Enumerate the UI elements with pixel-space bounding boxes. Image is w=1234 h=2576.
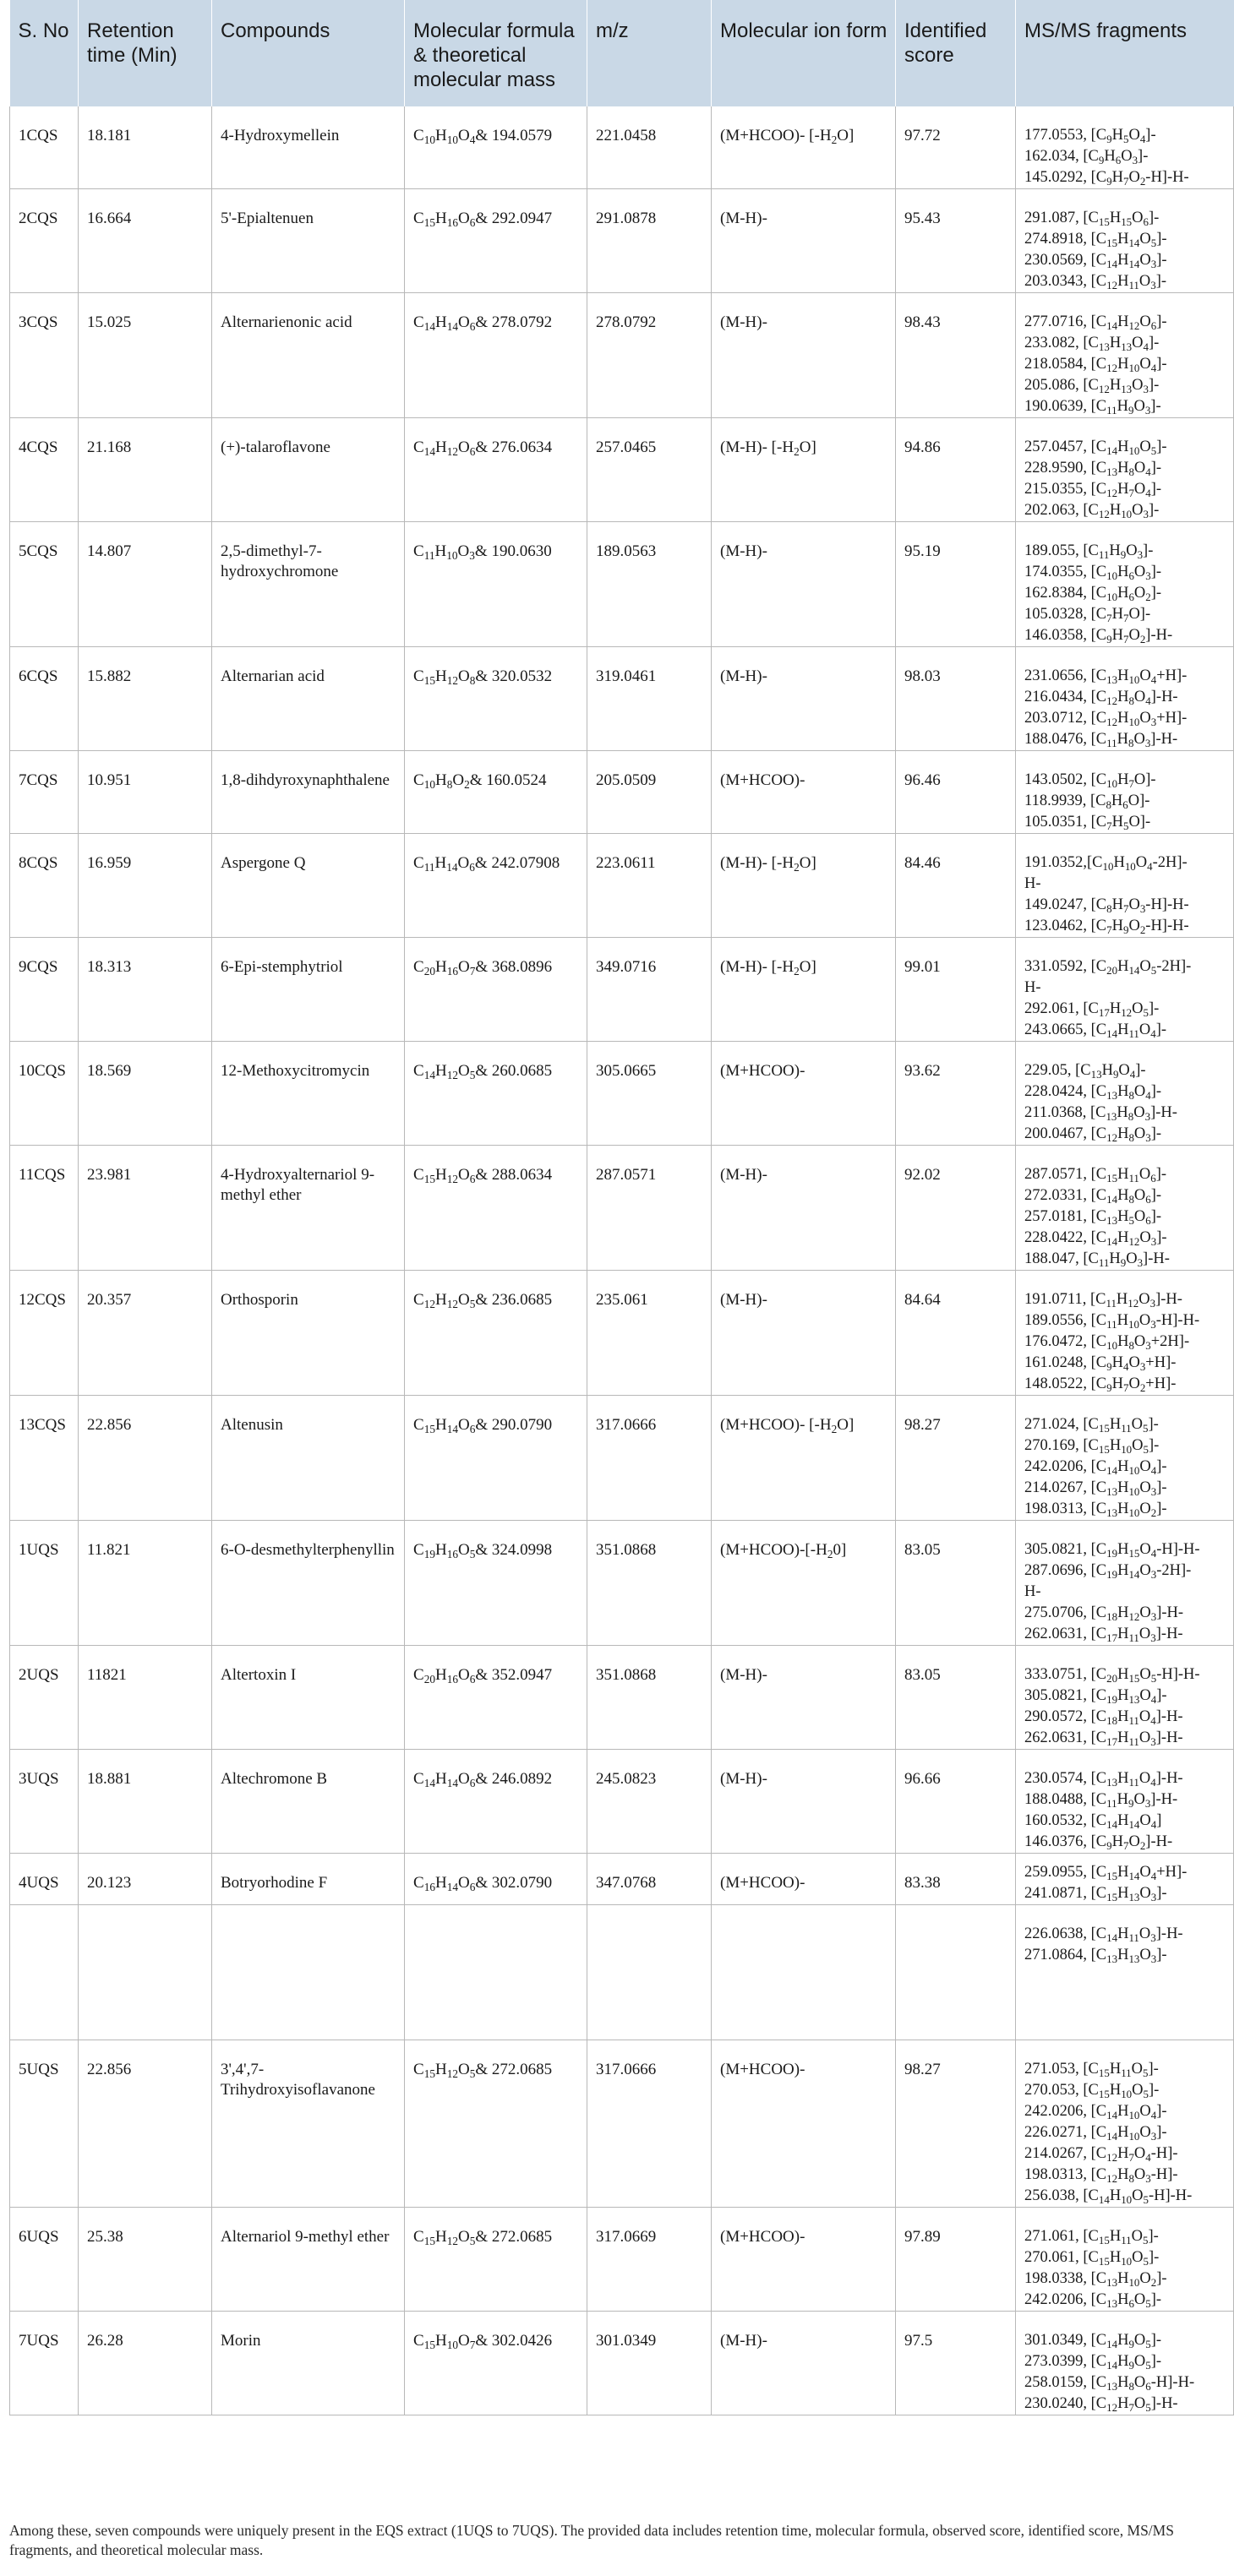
fragment-line: 203.0343, $[C_{12}H_{11}O_3]-$	[1024, 273, 1167, 291]
cell-mz: 317.0666	[587, 2040, 712, 2208]
cell-formula: $C_{14}H_{12}O_6\&$ 276.0634	[405, 418, 587, 522]
fragment-line: 216.0434, $[C_{12}H_8O_4]-H-$	[1024, 689, 1178, 707]
cell-sno: 6CQS	[10, 647, 79, 751]
cell-retention-time: 18.181	[79, 106, 212, 189]
fragment-line: 290.0572, $[C_{18}H_{11}O_4]-H-$	[1024, 1708, 1183, 1727]
cell-formula: $C_{15}H_{16}O_6\&$ 292.0947	[405, 189, 587, 293]
table-row	[10, 2040, 1234, 2208]
fragment-line: 215.0355, $[C_{12}H_7O_4]-$	[1024, 481, 1162, 499]
cell-sno: 3UQS	[10, 1750, 79, 1854]
fragment-line: 148.0522, $[C_9H_7O_2+H]-$	[1024, 1375, 1177, 1394]
cell-sno: 4UQS	[10, 1854, 79, 1905]
cell-ion-form: (M-H)-	[712, 2312, 896, 2415]
fragment-line: 273.0399, $[C_{14}H_9O_5]-$	[1024, 2353, 1162, 2372]
fragment-line: 230.0240, $[C_{12}H_7O_5]-H-$	[1024, 2395, 1178, 2414]
fragment-line: 228.0424, $[C_{13}H_8O_4]-$	[1024, 1083, 1162, 1102]
cell-mz	[587, 1905, 712, 2040]
cell-compound: 6-O-desmethylterphenyllin	[212, 1521, 405, 1646]
cell-ion-form: (M-H)- $[-H_2O]$	[712, 938, 896, 1042]
cell-retention-time: 26.28	[79, 2312, 212, 2415]
cell-formula: $C_{15}H_{12}O_5\&$ 272.0685	[405, 2040, 587, 2208]
table-row	[10, 1854, 1234, 1905]
fragment-line: 200.0467, $[C_{12}H_8O_3]-$	[1024, 1125, 1162, 1144]
fragment-line: 198.0313, $[C_{13}H_{10}O_2]-$	[1024, 1500, 1167, 1519]
cell-msms-fragments	[1016, 751, 1234, 834]
fragment-line: 277.0716, $[C_{14}H_{12}O_6]-$	[1024, 313, 1167, 332]
table-row	[10, 1521, 1234, 1646]
cell-score: 98.43	[896, 293, 1016, 418]
fragment-line: H-	[1024, 1583, 1041, 1600]
cell-retention-time: 25.38	[79, 2208, 212, 2312]
header-mz: m/z	[587, 0, 712, 106]
cell-ion-form: (M+HCOO)-	[712, 1042, 896, 1146]
table-row	[10, 293, 1234, 418]
table-row	[10, 189, 1234, 293]
cell-msms-fragments	[1016, 1042, 1234, 1146]
cell-compound: Orthosporin	[212, 1271, 405, 1396]
cell-score: 92.02	[896, 1146, 1016, 1271]
cell-msms-fragments	[1016, 1146, 1234, 1271]
fragment-line: 305.0821, $[C_{19}H_{15}O_4-H]-H-$	[1024, 1541, 1200, 1560]
cell-msms-fragments	[1016, 106, 1234, 189]
fragment-line: 188.047, $[C_{11}H_9O_3]-H-$	[1024, 1250, 1170, 1269]
header-identified-score: Identified score	[896, 0, 1016, 106]
cell-sno: 2CQS	[10, 189, 79, 293]
fragment-line: 274.8918, $[C_{15}H_{14}O_5]-$	[1024, 231, 1167, 249]
table-row	[10, 106, 1234, 189]
cell-score: 83.05	[896, 1521, 1016, 1646]
header-retention-time: Retention time (Min)	[79, 0, 212, 106]
table-row	[10, 1042, 1234, 1146]
cell-score: 97.89	[896, 2208, 1016, 2312]
cell-ion-form: (M-H)-	[712, 1646, 896, 1750]
cell-msms-fragments	[1016, 1521, 1234, 1646]
cell-mz: 319.0461	[587, 647, 712, 751]
cell-sno: 4CQS	[10, 418, 79, 522]
cell-ion-form	[712, 1905, 896, 2040]
cell-formula: $C_{15}H_{12}O_8\&$ 320.0532	[405, 647, 587, 751]
fragment-line: 271.0864, $[C_{13}H_{13}O_3]-$	[1024, 1947, 1167, 1965]
cell-compound: Morin	[212, 2312, 405, 2415]
cell-compound: Altechromone B	[212, 1750, 405, 1854]
fragment-line: 226.0638, $[C_{14}H_{11}O_3]-H-$	[1024, 1925, 1183, 1944]
fragment-line: 145.0292, $[C_9H_7O_2-H]-H-$	[1024, 169, 1189, 188]
fragment-line: 305.0821, $[C_{19}H_{13}O_4]-$	[1024, 1687, 1167, 1706]
cell-formula: $C_{10}H_8O_2\&$ 160.0524	[405, 751, 587, 834]
cell-ion-form: (M-H)-	[712, 1750, 896, 1854]
cell-sno	[10, 1905, 79, 2040]
fragment-line: 176.0472, $[C_{10}H_8O_3+2H]-$	[1024, 1333, 1190, 1352]
cell-compound	[212, 1905, 405, 2040]
table-row	[10, 647, 1234, 751]
cell-mz: 235.061	[587, 1271, 712, 1396]
fragment-line: 188.0476, $[C_{11}H_8O_3]-H-$	[1024, 731, 1178, 749]
fragment-line: 287.0696, $[C_{19}H_{14}O_3-2H]-$	[1024, 1562, 1192, 1581]
table-row	[10, 1396, 1234, 1521]
fragment-line: 160.0532, $[C_{14}H_{14}O_4]$	[1024, 1812, 1162, 1831]
cell-retention-time: 21.168	[79, 418, 212, 522]
cell-msms-fragments	[1016, 418, 1234, 522]
cell-msms-fragments	[1016, 522, 1234, 647]
header-molecular-formula: Molecular formula & theoretical molecular mass	[405, 0, 587, 106]
cell-formula: $C_{15}H_{10}O_7\&$ 302.0426	[405, 2312, 587, 2415]
cell-mz: 257.0465	[587, 418, 712, 522]
cell-mz: 317.0669	[587, 2208, 712, 2312]
cell-formula: $C_{14}H_{14}O_6\&$ 246.0892	[405, 1750, 587, 1854]
header-ion-form: Molecular ion form	[712, 0, 896, 106]
cell-sno: 6UQS	[10, 2208, 79, 2312]
cell-sno: 5UQS	[10, 2040, 79, 2208]
fragment-line: 230.0569, $[C_{14}H_{14}O_3]-$	[1024, 252, 1167, 270]
table-row	[10, 834, 1234, 938]
fragment-line: 214.0267, $[C_{13}H_{10}O_3]-$	[1024, 1479, 1167, 1498]
fragment-line: 242.0206, $[C_{14}H_{10}O_4]-$	[1024, 1458, 1167, 1477]
cell-retention-time: 20.123	[79, 1854, 212, 1905]
cell-score: 84.64	[896, 1271, 1016, 1396]
cell-retention-time: 22.856	[79, 1396, 212, 1521]
cell-sno: 9CQS	[10, 938, 79, 1042]
fragment-line: 271.024, $[C_{15}H_{11}O_5]-$	[1024, 1416, 1159, 1435]
cell-compound: Botryorhodine F	[212, 1854, 405, 1905]
fragment-line: 259.0955, $[C_{15}H_{14}O_4+H]-$	[1024, 1864, 1188, 1882]
cell-ion-form: (M+HCOO)-	[712, 2208, 896, 2312]
cell-retention-time: 15.025	[79, 293, 212, 418]
fragment-line: 162.8384, $[C_{10}H_6O_2]-$	[1024, 585, 1162, 603]
fragment-line: 243.0665, $[C_{14}H_{11}O_4]-$	[1024, 1021, 1167, 1040]
fragment-line: 291.087, $[C_{15}H_{15}O_6]-$	[1024, 210, 1160, 228]
cell-score	[896, 1905, 1016, 2040]
cell-sno: 12CQS	[10, 1271, 79, 1396]
cell-mz: 205.0509	[587, 751, 712, 834]
cell-mz: 223.0611	[587, 834, 712, 938]
cell-formula: $C_{16}H_{14}O_6\&$ 302.0790	[405, 1854, 587, 1905]
cell-formula: $C_{14}H_{12}O_5\&$ 260.0685	[405, 1042, 587, 1146]
cell-formula: $C_{11}H_{14}O_6\&$ 242.07908	[405, 834, 587, 938]
fragment-line: 203.0712, $[C_{12}H_{10}O_3+H]-$	[1024, 710, 1188, 728]
cell-compound: 1,8-dihdyroxynaphthalene	[212, 751, 405, 834]
fragment-line: 333.0751, $[C_{20}H_{15}O_5-H]-H-$	[1024, 1666, 1200, 1685]
cell-compound: Aspergone Q	[212, 834, 405, 938]
fragment-line: 177.0553, $[C_9H_5O_4]-$	[1024, 127, 1156, 145]
cell-retention-time: 16.959	[79, 834, 212, 938]
table-row	[10, 1750, 1234, 1854]
fragment-line: $191.0352,[C_{10}H_{10}O_4-2H]-$	[1024, 854, 1188, 873]
fragment-line: 257.0457, $[C_{14}H_{10}O_5]-$	[1024, 438, 1167, 457]
cell-retention-time	[79, 1905, 212, 2040]
cell-mz: 291.0878	[587, 189, 712, 293]
fragment-line: 123.0462, $[C_7H_9O_2-H]-H-$	[1024, 918, 1189, 936]
fragment-line: 162.034, $[C_9H_6O_3]-$	[1024, 148, 1149, 166]
cell-sno: 10CQS	[10, 1042, 79, 1146]
cell-score: 96.66	[896, 1750, 1016, 1854]
cell-msms-fragments	[1016, 1905, 1234, 2040]
fragment-line: 271.053, $[C_{15}H_{11}O_5]-$	[1024, 2061, 1159, 2079]
cell-msms-fragments	[1016, 2040, 1234, 2208]
fragment-line: 226.0271, $[C_{14}H_{10}O_3]-$	[1024, 2124, 1167, 2143]
fragment-line: 272.0331, $[C_{14}H_8O_6]-$	[1024, 1187, 1162, 1206]
cell-score: 94.86	[896, 418, 1016, 522]
cell-retention-time: 18.569	[79, 1042, 212, 1146]
cell-retention-time: 22.856	[79, 2040, 212, 2208]
table-body	[10, 106, 1234, 2415]
cell-ion-form: (M-H)-	[712, 522, 896, 647]
fragment-line: 270.169, $[C_{15}H_{10}O_5]-$	[1024, 1437, 1160, 1456]
cell-score: 95.43	[896, 189, 1016, 293]
cell-compound: Alternariol 9-methyl ether	[212, 2208, 405, 2312]
cell-compound: 4-Hydroxymellein	[212, 106, 405, 189]
fragment-line: 143.0502, $[C_{10}H_7O]-$	[1024, 771, 1156, 790]
fragment-line: 228.9590, $[C_{13}H_8O_4]-$	[1024, 460, 1162, 478]
cell-ion-form: (M-H)-	[712, 189, 896, 293]
cell-mz: 221.0458	[587, 106, 712, 189]
cell-ion-form: (M-H)-	[712, 647, 896, 751]
fragment-line: 190.0639, $[C_{11}H_9O_3]-$	[1024, 398, 1161, 417]
fragment-line: 118.9939, $[C_8H_6O]-$	[1024, 792, 1150, 811]
cell-sno: 7UQS	[10, 2312, 79, 2415]
cell-sno: 8CQS	[10, 834, 79, 938]
cell-score: 96.46	[896, 751, 1016, 834]
header-sno: S. No	[10, 0, 79, 106]
cell-formula	[405, 1905, 587, 2040]
cell-score: 83.38	[896, 1854, 1016, 1905]
fragment-line: 242.0206, $[C_{13}H_6O_5]-$	[1024, 2291, 1162, 2310]
table-row	[10, 1271, 1234, 1396]
table-row	[10, 751, 1234, 834]
cell-compound: 6-Epi-stemphytriol	[212, 938, 405, 1042]
cell-formula: $C_{15}H_{14}O_6\&$ 290.0790	[405, 1396, 587, 1521]
fragment-line: 301.0349, $[C_{14}H_9O_5]-$	[1024, 2332, 1162, 2350]
table-row	[10, 938, 1234, 1042]
cell-score: 99.01	[896, 938, 1016, 1042]
fragment-line: 189.0556, $[C_{11}H_{10}O_3-H]-H-$	[1024, 1312, 1200, 1331]
cell-mz: 305.0665	[587, 1042, 712, 1146]
cell-formula: $C_{15}H_{12}O_5\&$ 272.0685	[405, 2208, 587, 2312]
cell-ion-form: (M-H)-	[712, 293, 896, 418]
cell-mz: 351.0868	[587, 1646, 712, 1750]
cell-retention-time: 18.881	[79, 1750, 212, 1854]
cell-compound: (+)-talaroflavone	[212, 418, 405, 522]
fragment-line: 198.0313, $[C_{12}H_8O_3-H]-$	[1024, 2166, 1178, 2185]
fragment-line: 242.0206, $[C_{14}H_{10}O_4]-$	[1024, 2103, 1167, 2121]
cell-retention-time: 10.951	[79, 751, 212, 834]
fragment-line: 230.0574, $[C_{13}H_{11}O_4]-H-$	[1024, 1770, 1183, 1789]
fragment-line: 214.0267, $[C_{12}H_7O_4-H]-$	[1024, 2145, 1178, 2164]
fragment-line: 146.0358, $[C_9H_7O_2]-H-$	[1024, 627, 1173, 645]
fragment-line: 262.0631, $[C_{17}H_{11}O_3]-H-$	[1024, 1626, 1183, 1644]
cell-msms-fragments	[1016, 1750, 1234, 1854]
cell-mz: 351.0868	[587, 1521, 712, 1646]
cell-compound: 3',4',7-Trihydroxyisoflavanone	[212, 2040, 405, 2208]
fragment-line: 287.0571, $[C_{15}H_{11}O_6]-$	[1024, 1166, 1167, 1185]
cell-sno: 2UQS	[10, 1646, 79, 1750]
cell-retention-time: 23.981	[79, 1146, 212, 1271]
cell-score: 83.05	[896, 1646, 1016, 1750]
fragment-line: 146.0376, $[C_9H_7O_2]-H-$	[1024, 1833, 1173, 1852]
fragment-line: 105.0328, $[C_7H_7O]-$	[1024, 606, 1151, 624]
cell-msms-fragments	[1016, 1646, 1234, 1750]
header-compounds: Compounds	[212, 0, 405, 106]
cell-compound: 5'-Epialtenuen	[212, 189, 405, 293]
fragment-line: 188.0488, $[C_{11}H_9O_3]-H-$	[1024, 1791, 1178, 1810]
cell-retention-time: 11821	[79, 1646, 212, 1750]
cell-compound: 12-Methoxycitromycin	[212, 1042, 405, 1146]
fragment-line: 256.038, $[C_{14}H_{10}O_5-H]-H-$	[1024, 2187, 1193, 2206]
fragment-line: H-	[1024, 875, 1041, 892]
cell-retention-time: 16.664	[79, 189, 212, 293]
fragment-line: 228.0422, $[C_{14}H_{12}O_3]-$	[1024, 1229, 1167, 1248]
table-container	[9, 0, 1234, 2415]
cell-compound: 2,5-dimethyl-7-hydroxychromone	[212, 522, 405, 647]
cell-sno: 3CQS	[10, 293, 79, 418]
cell-formula: $C_{19}H_{16}O_5\&$ 324.0998	[405, 1521, 587, 1646]
cell-ion-form: (M+HCOO)-	[712, 751, 896, 834]
cell-msms-fragments	[1016, 834, 1234, 938]
cell-sno: 1CQS	[10, 106, 79, 189]
cell-msms-fragments	[1016, 1854, 1234, 1905]
compounds-table	[9, 0, 1234, 2415]
cell-retention-time: 18.313	[79, 938, 212, 1042]
cell-formula: $C_{10}H_{10}O_4\&$ 194.0579	[405, 106, 587, 189]
cell-score: 97.5	[896, 2312, 1016, 2415]
fragment-line: 105.0351, $[C_7H_5O]-$	[1024, 814, 1151, 832]
fragment-line: 271.061, $[C_{15}H_{11}O_5]-$	[1024, 2228, 1159, 2247]
cell-ion-form: (M-H)- $[-H_2O]$	[712, 834, 896, 938]
cell-ion-form: (M+HCOO)- $[-H_2O]$	[712, 106, 896, 189]
table-row	[10, 418, 1234, 522]
cell-ion-form: (M+HCOO)-	[712, 2040, 896, 2208]
cell-compound: Altertoxin I	[212, 1646, 405, 1750]
cell-ion-form: (M-H)-	[712, 1271, 896, 1396]
cell-ion-form: $(M+HCOO)-[-H_20]$	[712, 1521, 896, 1646]
table-footnote: Among these, seven compounds were uniquely present in the EQS extract (1UQS to 7UQS). The provided data includes retention time, molecular formula, observed score, identified score, MS/MS fragments, and theoretical molecular mass.	[9, 2522, 1174, 2558]
cell-sno: 5CQS	[10, 522, 79, 647]
fragment-line: 270.061, $[C_{15}H_{10}O_5]-$	[1024, 2249, 1160, 2268]
table-row	[10, 1146, 1234, 1271]
fragment-line: 149.0247, $[C_8H_7O_3-H]-H-$	[1024, 896, 1189, 915]
cell-msms-fragments	[1016, 647, 1234, 751]
fragment-line: 258.0159, $[C_{13}H_8O_6-H]-H-$	[1024, 2374, 1195, 2393]
cell-score: 93.62	[896, 1042, 1016, 1146]
cell-sno: 11CQS	[10, 1146, 79, 1271]
cell-retention-time: 20.357	[79, 1271, 212, 1396]
cell-msms-fragments	[1016, 2208, 1234, 2312]
fragment-line: 233.082, $[C_{13}H_{13}O_4]-$	[1024, 335, 1160, 353]
fragment-line: 218.0584, $[C_{12}H_{10}O_4]-$	[1024, 356, 1167, 374]
cell-ion-form: (M+HCOO)-	[712, 1854, 896, 1905]
fragment-line: 270.053, $[C_{15}H_{10}O_5]-$	[1024, 2082, 1160, 2100]
cell-compound: Alternarienonic acid	[212, 293, 405, 418]
cell-score: 98.27	[896, 2040, 1016, 2208]
cell-compound: 4-Hydroxyalternariol 9-methyl ether	[212, 1146, 405, 1271]
cell-formula: $C_{20}H_{16}O_7\&$ 368.0896	[405, 938, 587, 1042]
table-row	[10, 2312, 1234, 2415]
cell-retention-time: 14.807	[79, 522, 212, 647]
fragment-line: 205.086, $[C_{12}H_{13}O_3]-$	[1024, 377, 1160, 395]
cell-msms-fragments	[1016, 2312, 1234, 2415]
cell-retention-time: 11.821	[79, 1521, 212, 1646]
cell-score: 98.03	[896, 647, 1016, 751]
cell-mz: 349.0716	[587, 938, 712, 1042]
cell-mz: 278.0792	[587, 293, 712, 418]
cell-msms-fragments	[1016, 938, 1234, 1042]
fragment-line: 262.0631, $[C_{17}H_{11}O_3]-H-$	[1024, 1729, 1183, 1748]
cell-formula: $C_{14}H_{14}O_6\&$ 278.0792	[405, 293, 587, 418]
table-row	[10, 522, 1234, 647]
cell-sno: 13CQS	[10, 1396, 79, 1521]
fragment-line: 198.0338, $[C_{13}H_{10}O_2]-$	[1024, 2270, 1167, 2289]
header-row	[10, 0, 1234, 106]
cell-msms-fragments	[1016, 189, 1234, 293]
cell-mz: 245.0823	[587, 1750, 712, 1854]
fragment-line: 292.061, $[C_{17}H_{12}O_5]-$	[1024, 1000, 1160, 1019]
cell-formula: $C_{12}H_{12}O_5\&$ 236.0685	[405, 1271, 587, 1396]
cell-formula: $C_{20}H_{16}O_6\&$ 352.0947	[405, 1646, 587, 1750]
fragment-line: 257.0181, $[C_{13}H_5O_6]-$	[1024, 1208, 1162, 1227]
cell-score: 95.19	[896, 522, 1016, 647]
fragment-line: 189.055, $[C_{11}H_9O_3]-$	[1024, 542, 1154, 561]
cell-ion-form: (M+HCOO)- $[-H_2O]$	[712, 1396, 896, 1521]
cell-retention-time: 15.882	[79, 647, 212, 751]
cell-ion-form: (M-H)- $[-H_2O]$	[712, 418, 896, 522]
fragment-line: 241.0871, $[C_{15}H_{13}O_3]-$	[1024, 1885, 1167, 1903]
cell-compound: Altenusin	[212, 1396, 405, 1521]
cell-mz: 317.0666	[587, 1396, 712, 1521]
cell-sno: 7CQS	[10, 751, 79, 834]
cell-compound: Alternarian acid	[212, 647, 405, 751]
fragment-line: 202.063, $[C_{12}H_{10}O_3]-$	[1024, 502, 1160, 520]
fragment-line: 231.0656, $[C_{13}H_{10}O_4+H]-$	[1024, 667, 1188, 686]
cell-mz: 301.0349	[587, 2312, 712, 2415]
cell-formula: $C_{15}H_{12}O_6\&$ 288.0634	[405, 1146, 587, 1271]
header-msms-fragments: MS/MS fragments	[1016, 0, 1234, 106]
table-row	[10, 2208, 1234, 2312]
fragment-line: 275.0706, $[C_{18}H_{12}O_3]-H-$	[1024, 1604, 1184, 1623]
cell-score: 97.72	[896, 106, 1016, 189]
cell-msms-fragments	[1016, 293, 1234, 418]
fragment-line: 331.0592, $[C_{20}H_{14}O_5-2H]-$	[1024, 958, 1192, 977]
cell-mz: 347.0768	[587, 1854, 712, 1905]
cell-ion-form: (M-H)-	[712, 1146, 896, 1271]
cell-msms-fragments	[1016, 1396, 1234, 1521]
fragment-line: 174.0355, $[C_{10}H_6O_3]-$	[1024, 564, 1162, 582]
table-row	[10, 1646, 1234, 1750]
cell-mz: 189.0563	[587, 522, 712, 647]
cell-formula: $C_{11}H_{10}O_3\&$ 190.0630	[405, 522, 587, 647]
cell-mz: 287.0571	[587, 1146, 712, 1271]
fragment-line: 211.0368, $[C_{13}H_8O_3]-H-$	[1024, 1104, 1177, 1123]
cell-score: 84.46	[896, 834, 1016, 938]
table-row	[10, 1905, 1234, 2040]
fragment-line: H-	[1024, 979, 1041, 996]
fragment-line: 191.0711, $[C_{11}H_{12}O_3]-H-$	[1024, 1291, 1182, 1310]
cell-score: 98.27	[896, 1396, 1016, 1521]
cell-sno: 1UQS	[10, 1521, 79, 1646]
cell-msms-fragments	[1016, 1271, 1234, 1396]
fragment-line: 229.05, $[C_{13}H_9O_4]-$	[1024, 1062, 1146, 1081]
fragment-line: 161.0248, $[C_9H_4O_3+H]-$	[1024, 1354, 1177, 1373]
